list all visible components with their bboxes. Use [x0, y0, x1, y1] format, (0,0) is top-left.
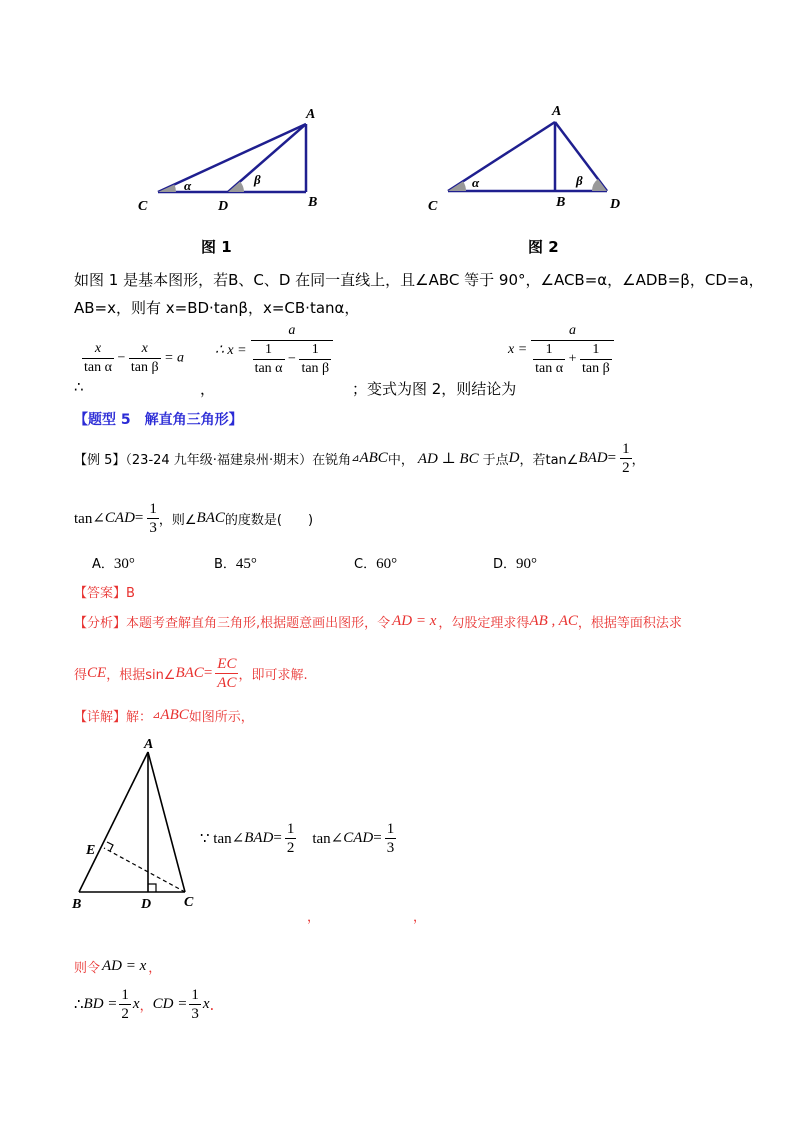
detail-comma-2: ， [413, 910, 427, 925]
detail-bd-den: 2 [121, 1006, 129, 1022]
detail-bd-num: 1 [121, 987, 129, 1003]
option-c-label: C． [354, 557, 377, 572]
intro-tail: ；变式为图 2，则结论为 [352, 380, 517, 398]
analysis-line-2 [74, 655, 308, 692]
fig3-right-angle-D [148, 884, 156, 892]
eq1-den1: tan α [84, 360, 112, 375]
analysis-b: ，勾股定理求得 [438, 616, 530, 631]
example-line-1 [74, 440, 645, 477]
eq3-numerator: a [531, 322, 614, 341]
fig2-label-C: C [428, 199, 438, 214]
fig1-label-D: D [218, 199, 229, 214]
detail-bad: BAD [244, 830, 274, 846]
eq1-den2: tan β [130, 360, 159, 375]
eq2-n2: 1 [299, 341, 331, 360]
eq2-op: − [288, 351, 296, 367]
fig2-alpha-arc [448, 181, 466, 191]
detail-eq2: = [373, 830, 382, 846]
example-line2-end: 的度数是( ) [224, 513, 314, 528]
option-d-label: D． [493, 557, 517, 572]
fig3-line-AC [148, 752, 185, 892]
detail-because: ∵ tan∠ [200, 831, 245, 847]
option-a[interactable] [92, 553, 135, 573]
example-line2-post: ，则∠ [158, 513, 197, 528]
option-d[interactable] [493, 553, 537, 573]
example-cad: CAD [104, 510, 135, 526]
intro-line-1: 如图 1 是基本图形，若B、C、D 在同一直线上，且∠ABC 等于 90°，∠ACB=α，∠ADB=β，CD=a， [74, 271, 764, 289]
detail-triangle-symbol: ⊿ [152, 710, 161, 721]
triangle-symbol: ⊿ [351, 453, 360, 464]
detail-cd-den: 3 [191, 1006, 199, 1022]
fig2-label-D: D [610, 197, 621, 212]
analysis-ce: CE [87, 665, 107, 681]
fig1-beta-arc [228, 182, 244, 193]
example-ad-perp-bc: AD ⊥ BC [417, 451, 479, 467]
analysis-eq: = [203, 665, 213, 681]
intro-line-2: AB=x，则有 x=BD·tanβ，x=CB·tanα， [74, 299, 360, 317]
fig1-label-beta: β [254, 172, 261, 187]
detail-frac2-den: 3 [386, 840, 395, 856]
detail-cd-x: x [202, 996, 210, 1012]
detail-frac2-num: 1 [386, 821, 395, 837]
example-frac1-den: 2 [622, 460, 630, 476]
example-bac: BAC [196, 510, 225, 526]
detail-comma-1: ， [307, 910, 321, 925]
option-b-value: 45° [235, 556, 257, 572]
detail-abc: ABC [160, 707, 189, 723]
fig2-label-alpha: α [472, 175, 480, 190]
eq1-num2: x [129, 340, 161, 359]
option-c[interactable] [354, 553, 397, 573]
analysis-a: 【分析】本题考查解直角三角形,根据题意画出图形，令 [74, 616, 391, 631]
fig2-line-CA [448, 122, 555, 191]
fig3-label-B: B [72, 897, 82, 912]
detail-mid: tan∠ [312, 831, 344, 847]
detail-because-line [200, 820, 396, 857]
fig1-label-alpha: α [184, 178, 192, 193]
example-line2-pre: tan∠ [74, 511, 105, 527]
eq2-numerator: a [251, 322, 334, 341]
fig2-label-B: B [556, 195, 566, 210]
answer: 【答案】B [74, 586, 135, 601]
detail-heading [74, 706, 254, 725]
example-frac1-num: 1 [622, 441, 630, 457]
fig3-line-BA [79, 752, 148, 892]
eq3-n1: 1 [533, 341, 565, 360]
detail-bd: BD = [83, 996, 118, 1012]
analysis-line2-b: ，根据sin∠ [106, 668, 176, 683]
example-end1: ， [631, 453, 645, 468]
fig2-label-beta: β [576, 173, 583, 188]
eq3-d1: tan α [535, 361, 564, 376]
figure-2-caption: 图 2 [528, 238, 559, 256]
eq2-d1: tan α [254, 361, 283, 376]
analysis-frac-num: EC [217, 656, 237, 672]
equation-3 [508, 322, 614, 378]
fig1-alpha-arc [158, 185, 176, 193]
detail-therefore: ∴ [74, 997, 84, 1013]
eq1-minus: − [117, 350, 126, 366]
eq2-d2: tan β [301, 361, 330, 376]
example-eq2: = [134, 510, 144, 526]
detail-dot: . [209, 995, 215, 1014]
example-eq: = [607, 450, 617, 466]
example-mid1: 中， [387, 453, 414, 468]
detail-sep: ， [139, 999, 153, 1014]
detail-let-line [74, 957, 161, 976]
fig3-line-CE [104, 848, 185, 892]
eq3-prefix: x = [508, 342, 528, 357]
detail-let-b: AD = x [102, 958, 147, 974]
section-title: 【题型 5 解直角三角形】 [74, 412, 243, 428]
eq1-num1: x [82, 340, 114, 359]
figure-1-diagram [130, 100, 330, 220]
figure-1-caption: 图 1 [201, 238, 232, 256]
example-prefix: 【例 5】（23-24 九年级·福建泉州·期末）在锐角 [74, 453, 352, 468]
detail-eq1: = [273, 830, 282, 846]
detail-cd-num: 1 [191, 987, 199, 1003]
analysis-ab-ac: AB , AC [529, 613, 578, 629]
figure-2-diagram [420, 100, 640, 220]
fig3-label-D: D [141, 897, 152, 912]
therefore-symbol: ∴ [74, 378, 84, 396]
detail-let-a: 则令 [74, 961, 101, 976]
eq2-prefix: ∴ x = [215, 342, 247, 358]
detail-last-line [74, 986, 214, 1023]
figure-3-diagram [66, 730, 206, 915]
analysis-line2-c: ，即可求解. [238, 668, 308, 683]
example-frac2-den: 3 [149, 520, 157, 536]
detail-bd-x: x [132, 996, 140, 1012]
option-c-value: 60° [376, 556, 398, 572]
option-b[interactable] [214, 553, 257, 573]
detail-head: 【详解】解： [74, 710, 153, 725]
detail-cd: CD = [152, 996, 188, 1012]
option-a-value: 30° [113, 556, 135, 572]
example-mid3: ，若tan∠ [519, 453, 579, 468]
eq3-n2: 1 [580, 341, 612, 360]
option-a-label: A． [92, 557, 114, 572]
option-d-value: 90° [516, 556, 538, 572]
fig1-label-B: B [308, 195, 318, 210]
eq1-rhs: = a [164, 350, 185, 366]
detail-tail: 如图所示， [188, 710, 254, 725]
detail-frac1-num: 1 [286, 821, 295, 837]
option-b-label: B． [214, 557, 236, 572]
example-frac2-num: 1 [149, 501, 157, 517]
fig3-label-E: E [86, 843, 96, 858]
analysis-line-1 [74, 612, 682, 631]
example-line-2 [74, 500, 313, 537]
eq3-d2: tan β [582, 361, 610, 376]
analysis-c: ，根据等面积法求 [577, 616, 682, 631]
analysis-bac: BAC [175, 665, 204, 681]
detail-let-c: ， [148, 961, 162, 976]
fig3-label-C: C [184, 895, 194, 910]
eq3-op: + [568, 351, 577, 367]
analysis-frac-den: AC [217, 675, 237, 691]
analysis-ad-eq-x: AD = x [392, 613, 437, 629]
eq2-n1: 1 [253, 341, 285, 360]
fig1-label-C: C [138, 199, 148, 214]
example-bad: BAD [578, 450, 608, 466]
fig1-line-CA [158, 124, 306, 192]
fig3-label-A: A [144, 737, 154, 752]
equation-2 [215, 322, 333, 378]
example-abc: ABC [359, 450, 388, 466]
detail-cad: CAD [343, 830, 374, 846]
intro-comma: ， [200, 380, 216, 398]
detail-frac1-den: 2 [286, 840, 295, 856]
fig2-label-A: A [552, 104, 562, 119]
analysis-line2-a: 得 [74, 668, 88, 683]
fig1-label-A: A [306, 107, 316, 122]
equation-1 [82, 340, 184, 377]
example-d: D [508, 450, 520, 466]
example-mid2: 于点 [482, 453, 509, 468]
